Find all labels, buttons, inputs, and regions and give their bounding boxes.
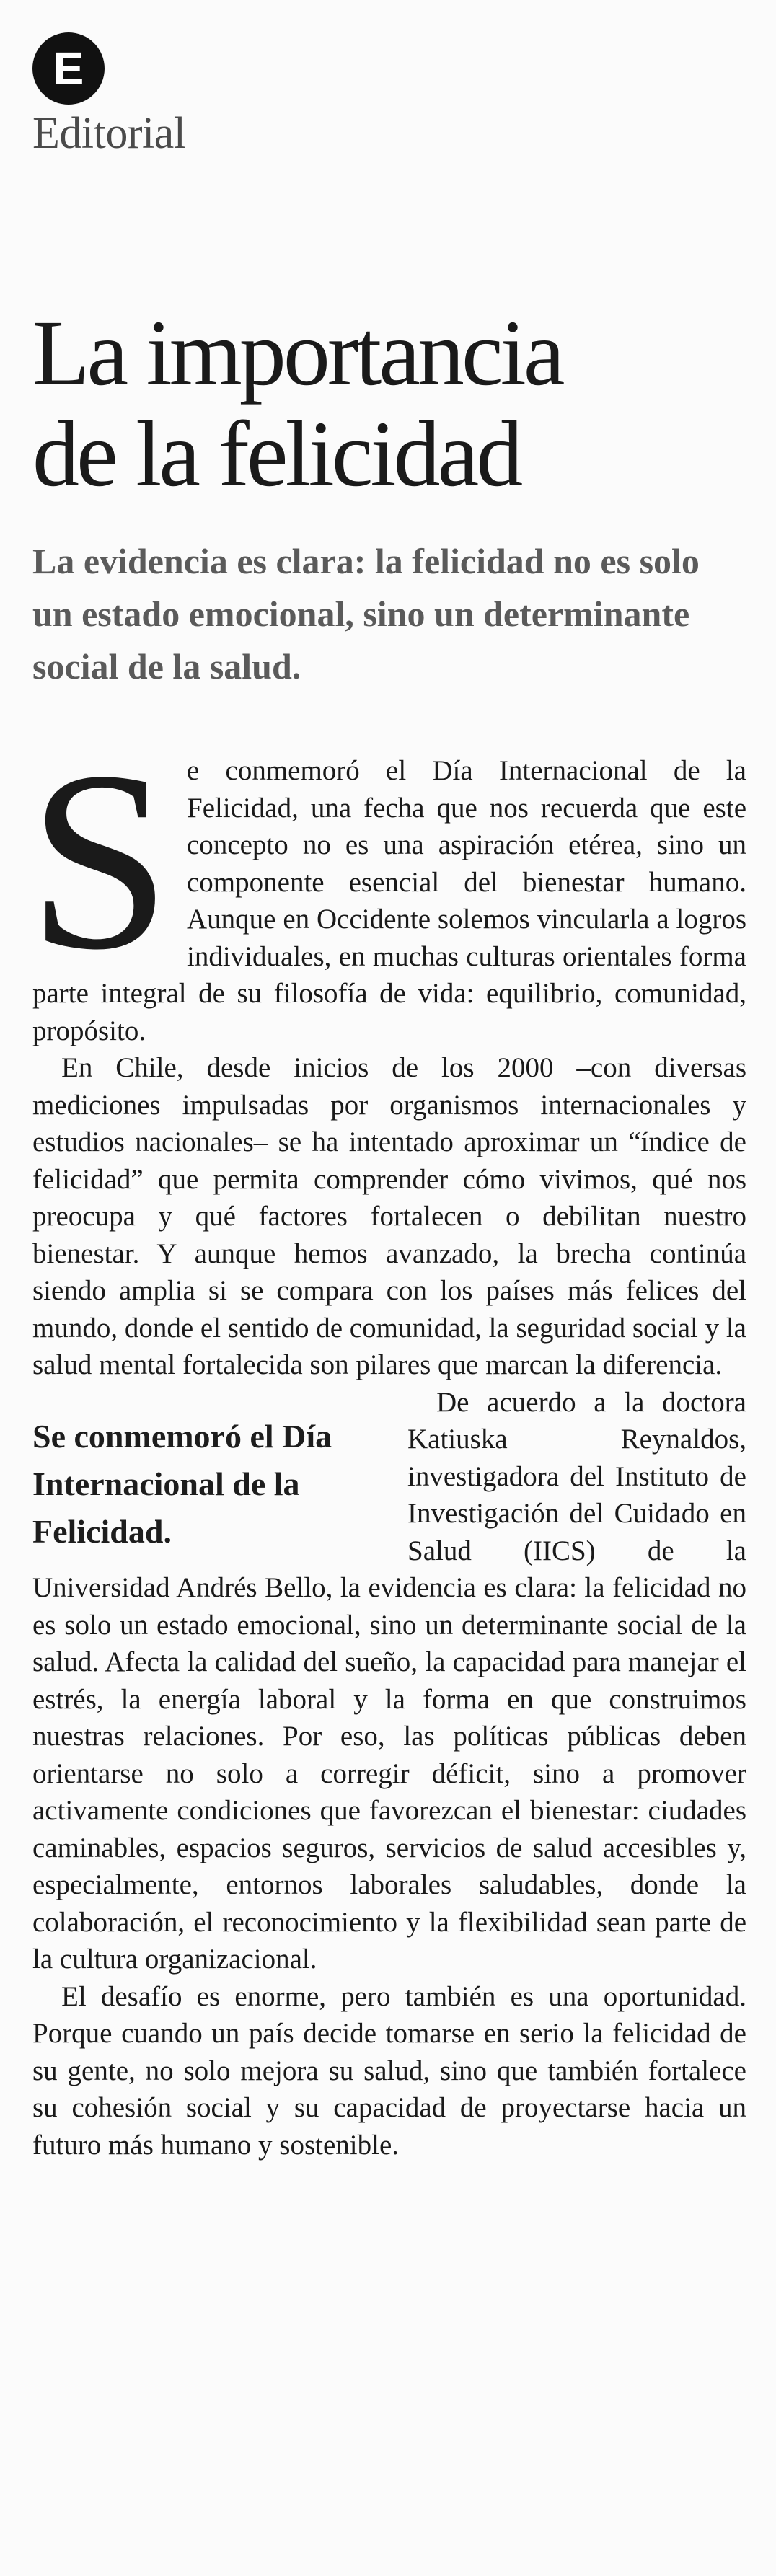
paragraph-1-text: e conmemoró el Día Internacional de la Felicidad, una fecha que nos recuerda que este concepto no es una aspiración etérea, sino un componente esencial del bienestar humano. Aunque en Occidente solemos vincularla a logros individuales, en muchas culturas orientales forma parte integral de su filosofía de vida: equilibrio, comunidad, propósito.	[32, 755, 746, 1046]
paragraph-3: De acuerdo a la doctora Katiuska Reynaldos, investigadora del Instituto de Investigación del Cuidado en Salud (IICS) de la Universidad Andrés Bello, la evidencia es clara: la felicidad no es solo un estado emocional, sino un determinante social de la salud. Afecta la calidad del sueño, la capacidad para manejar el estrés, la energía laboral y la forma en que construimos nuestras relaciones. Por eso, las políticas públicas deben orientarse no solo a corregir déficit, sino a promover activamente condiciones que favorezcan el bienestar: ciudades caminables, espacios seguros, servicios de salud accesibles y, especialmente, entornos laborales saludables, donde la colaboración, el reconocimiento y la flexibilidad sean parte de la cultura organizacional.	[32, 1386, 746, 1975]
title-line-1: La importancia	[32, 301, 563, 405]
title-line-2: de la felicidad	[32, 402, 521, 506]
drop-cap: S	[28, 719, 171, 1003]
article-title	[32, 303, 562, 505]
article-body	[28, 719, 746, 2163]
section-label: Editorial	[32, 109, 186, 158]
paragraph-1	[28, 719, 746, 1049]
pull-quote: Se conmemoró el Día Internacional de la Felicidad.	[32, 1417, 332, 1550]
paragraph-2: En Chile, desde inicios de los 2000 –con diversas mediciones impulsadas por organismos internacionales y estudios nacionales– se ha intentado aproximar un “índice de felicidad” que permita comprender cómo vivimos, qué nos preocupa y qué factores fortalecen o debilitan nuestro bienestar. Y aunque hemos avanzado, la brecha continúa siendo amplia si se compara con los países más felices del mundo, donde el sentido de comunidad, la seguridad social y la salud mental fortalecida son pilares que marcan la diferencia.	[32, 1052, 746, 1380]
editorial-badge-icon	[32, 32, 105, 105]
paragraph-4: El desafío es enorme, pero también es una oportunidad. Porque cuando un país decide tomarse en serio la felicidad de su gente, no solo mejora su salud, sino que también fortalece su cohesión social y su capacidad de proyectarse hacia un futuro más humano y sostenible.	[32, 1980, 746, 2161]
badge-letter: E	[53, 43, 84, 94]
article-subtitle: La evidencia es clara: la felicidad no es solo un estado emocional, sino un determinante social de la salud.	[32, 541, 700, 687]
